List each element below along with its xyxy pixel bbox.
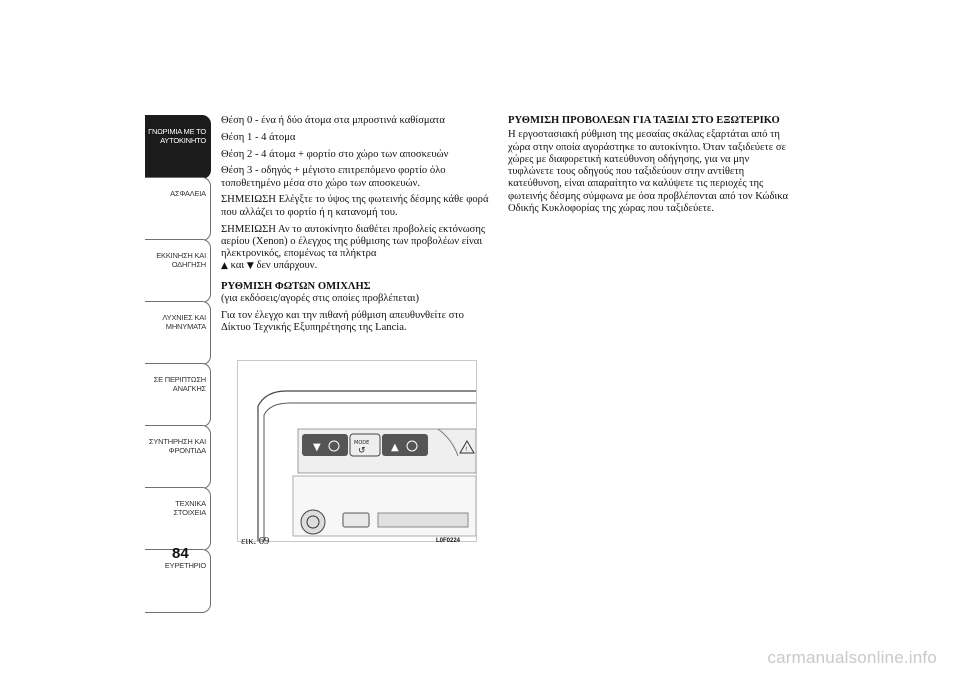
figure-code: L0F0224 (436, 538, 461, 544)
tab-technical-data[interactable]: ΤΕΧΝΙΚΑ ΣΤΟΙΧΕΙΑ (145, 487, 211, 551)
tab-index[interactable]: ΕΥΡΕΤΗΡΙΟ (145, 549, 211, 613)
tab-maintenance[interactable]: ΣΥΝΤΗΡΗΣΗ ΚΑΙ ΦΡΟΝΤΙΔΑ (145, 425, 211, 489)
tab-warning-lights[interactable]: ΛΥΧΝΙΕΣ ΚΑΙ ΜΗΝΥΜΑΤΑ (145, 301, 211, 365)
tab-emergency[interactable]: ΣΕ ΠΕΡΙΠΤΩΣΗ ΑΝΑΓΚΗΣ (145, 363, 211, 427)
conjunction: και (230, 260, 245, 272)
mode-button-label: MODE (354, 440, 370, 446)
paragraph: Θέση 2 - 4 άτομα + φορτίο στο χώρο των αποσκευών (221, 148, 449, 160)
paragraph: Θέση 3 - οδηγός + μέγιστο επιτρεπόμενο φορτίο όλο τοποθετημένο μέσα στο χώρο των αποσκευών. (221, 165, 446, 189)
figure-caption: εικ. 69 (241, 536, 270, 547)
tab-starting-driving[interactable]: ΕΚΚΙΝΗΣΗ ΚΑΙ ΟΔΗΓΗΣΗ (145, 239, 211, 303)
figure-dashboard-controls (237, 360, 477, 542)
tab-getting-to-know[interactable]: ΓΝΩΡΙΜΙΑ ΜΕ ΤΟ ΑΥΤΟΚΙΝΗΤΟ (145, 115, 211, 179)
paragraph: Για τον έλεγχο και την πιθανή ρύθμιση απευθυνθείτε στο Δίκτυο Τεχνικής Εξυπηρέτησης της Lancia. (221, 309, 464, 334)
left-column (221, 115, 489, 339)
svg-text:▼: ▼ (313, 442, 321, 453)
paragraph-text: ΣΗΜΕΙΩΣΗ Αν το αυτοκίνητο διαθέτει προβολείς εκτόνωσης αερίου (Xenon) ο έλεγχος της ρύθμισης των προβολέων είναι ηλεκτρονικός, επομένως τα πλήκτρα (221, 223, 486, 260)
svg-text:↺: ↺ (358, 446, 366, 456)
headlamp-down-icon: ▼ (246, 261, 254, 272)
paragraph: (για εκδόσεις/αγορές στις οποίες προβλέπεται) (221, 293, 419, 305)
right-column (508, 115, 793, 220)
paragraph-text-end: δεν υπάρχουν. (256, 260, 318, 272)
paragraph: Θέση 1 - 4 άτομα (221, 131, 296, 143)
note-paragraph: ΣΗΜΕΙΩΣΗ Ελέγξτε το ύψος της φωτεινής δέσμης κάθε φορά που αλλάζει το φορτίο ή η κατανομή του. (221, 194, 489, 218)
note-paragraph-xenon (221, 224, 489, 273)
svg-text:▲: ▲ (391, 442, 399, 453)
dashboard-illustration (238, 361, 476, 541)
watermark: carmanualsonline.info (767, 648, 937, 667)
tab-safety[interactable]: ΑΣΦΑΛΕΙΑ (145, 177, 211, 241)
svg-text:!: ! (465, 446, 468, 453)
paragraph: Η εργοστασιακή ρύθμιση της μεσαίας σκάλας εξαρτάται από τη χώρα στην οποία αγοράστηκε το αυτοκίνητο. Όταν ταξιδεύετε σε χώρες με διαφορετική κατεύθυνση οδήγησης, για να μην τυφλώνετε τους οδηγούς που ταξιδεύουν στην αντίθετη κατεύθυνση, είναι απαραίτητο να καλύψετε τις περιοχές της φωτεινής δέσμης σύμφωνα με όσα προβλέπονται από τον Κώδικα Οδικής Κυκλοφορίας της χώρας που ταξιδεύετε. (508, 129, 789, 215)
section-heading: ΡΥΘΜΙΣΗ ΠΡΟΒΟΛΕΩΝ ΓΙΑ ΤΑΞΙΔΙ ΣΤΟ ΕΞΩΤΕΡΙΚΟ (508, 115, 780, 126)
headlamp-up-icon: ▲ (221, 261, 228, 272)
paragraph: Θέση 0 - ένα ή δύο άτομα στα μπροστινά καθίσματα (221, 115, 445, 126)
section-heading: ΡΥΘΜΙΣΗ ΦΩΤΩΝ ΟΜΙΧΛΗΣ (221, 280, 371, 292)
page-number: 84 (172, 545, 189, 562)
